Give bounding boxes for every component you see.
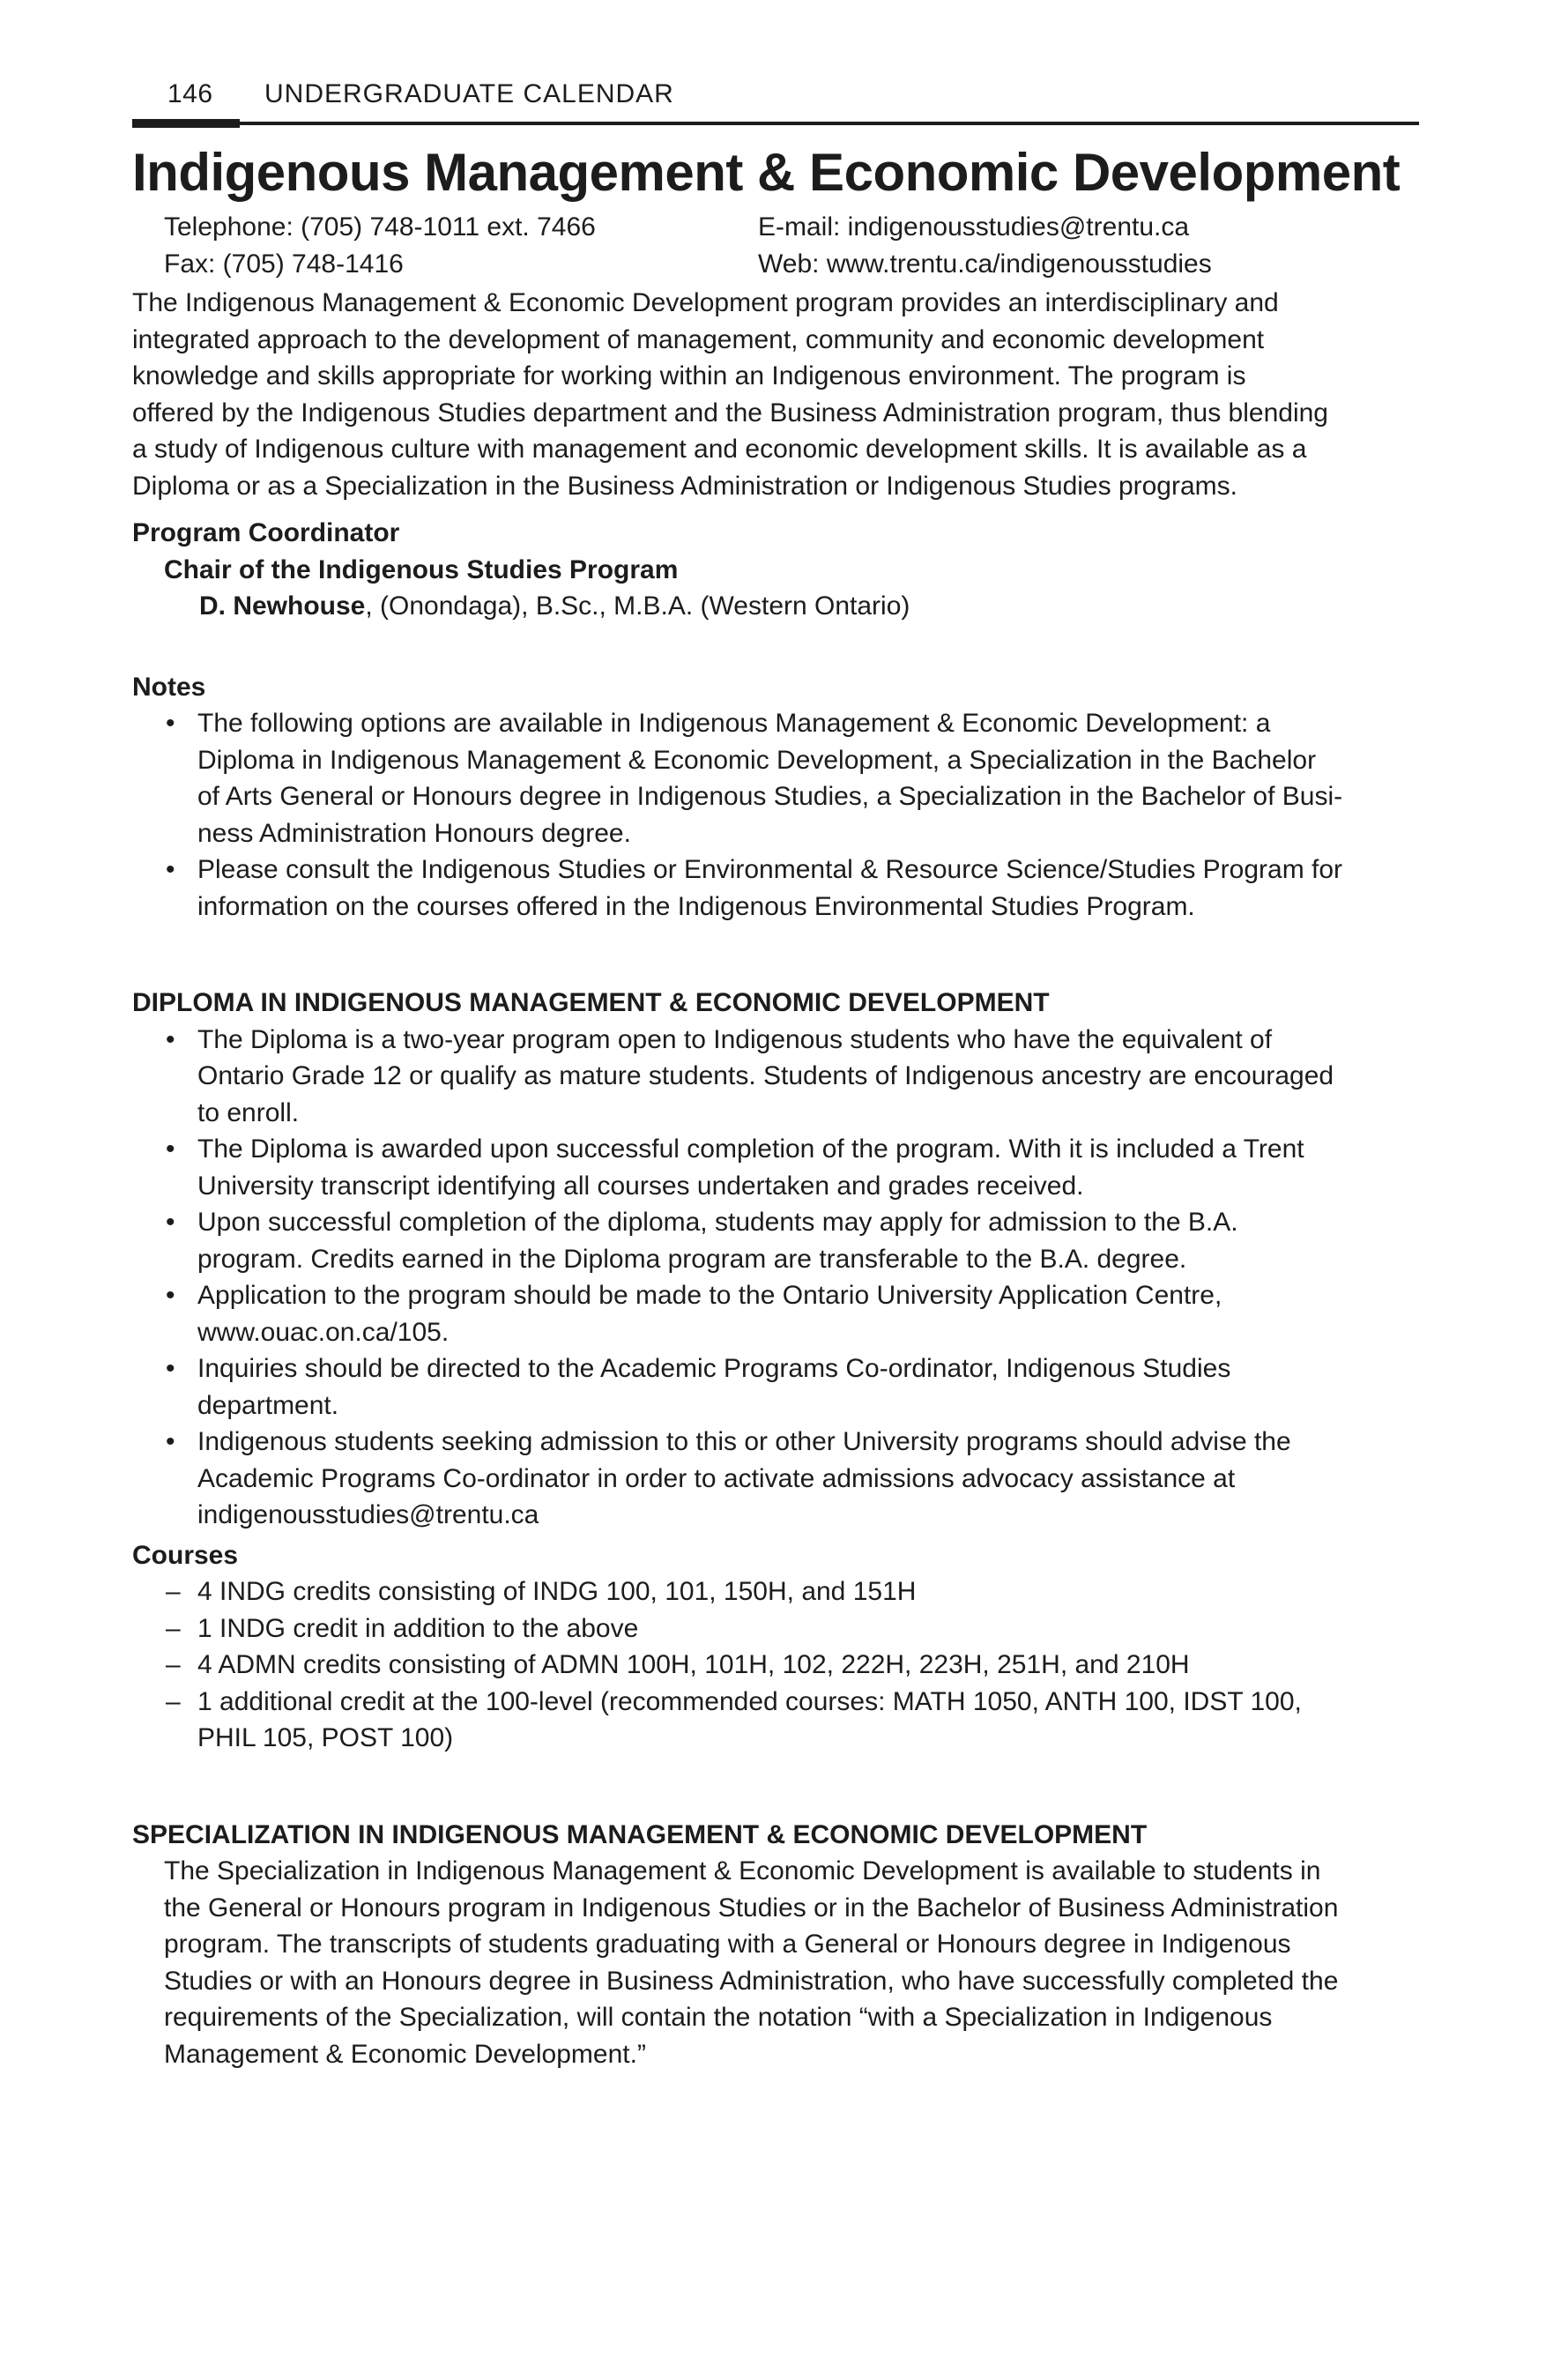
- notes-list: [132, 705, 1419, 925]
- coordinator-entry: [132, 588, 1419, 625]
- diploma-heading: DIPLOMA IN INDIGENOUS MANAGEMENT & ECONOMIC DEVELOPMENT: [132, 988, 1050, 1017]
- diploma-item: [132, 1022, 1419, 1132]
- item-line: Inquiries should be directed to the Academic Programs Co-ordinator, Indigenous Studies: [197, 1354, 1231, 1383]
- item-line: Ontario Grade 12 or qualify as mature students. Students of Indigenous ancestry are encouraged: [197, 1061, 1334, 1090]
- notes-section: [132, 669, 1419, 926]
- item-line: Diploma in Indigenous Management & Economic Development, a Specialization in the Bachelor: [197, 745, 1317, 775]
- bullet-marker: •: [166, 1354, 175, 1383]
- spec-line: Studies or with an Honours degree in Business Administration, who have successfully completed the: [164, 1966, 1339, 1996]
- diploma-item: [132, 1131, 1419, 1204]
- item-line: Application to the program should be made to the Ontario University Application Centre,: [197, 1281, 1222, 1310]
- contact-block: [132, 209, 1419, 285]
- diploma-item: [132, 1204, 1419, 1277]
- dash-marker: –: [166, 1650, 181, 1679]
- coordinator-block: [132, 515, 1419, 625]
- contact-phone-column: [164, 209, 596, 283]
- email-text: E-mail: indigenousstudies@trentu.ca: [758, 212, 1190, 242]
- page-title: Indigenous Management & Economic Development: [132, 143, 1401, 202]
- spec-line: the General or Honours program in Indigenous Studies or in the Bachelor of Business Administration: [164, 1893, 1339, 1923]
- item-line: to enroll.: [197, 1097, 300, 1127]
- diploma-item: [132, 1424, 1419, 1534]
- item-line: PHIL 105, POST 100): [197, 1723, 454, 1752]
- item-line: Please consult the Indigenous Studies or Environmental & Resource Science/Studies Program for: [197, 855, 1343, 884]
- web-text: Web: www.trentu.ca/indigenousstudies: [758, 249, 1212, 279]
- item-line: of Arts General or Honours degree in Indigenous Studies, a Specialization in the Bachelor of Busi-: [197, 782, 1343, 811]
- intro-line: The Indigenous Management & Economic Development program provides an interdisciplinary and: [132, 288, 1279, 317]
- item-line: 4 ADMN credits consisting of ADMN 100H, 101H, 102, 222H, 223H, 251H, and 210H: [197, 1650, 1190, 1679]
- intro-line: knowledge and skills appropriate for working within an Indigenous environment. The program is: [132, 361, 1246, 390]
- bullet-marker: •: [166, 1208, 175, 1237]
- telephone-text: Telephone: (705) 748-1011 ext. 7466: [164, 212, 596, 242]
- notes-item: [132, 705, 1419, 852]
- coordinator-credentials: , (Onondaga), B.Sc., M.B.A. (Western Ontario): [365, 591, 910, 621]
- bullet-marker: •: [166, 1427, 175, 1456]
- calendar-page: [132, 78, 1419, 2072]
- item-line: indigenousstudies@trentu.ca: [197, 1500, 539, 1529]
- header-rule: [132, 122, 1419, 125]
- item-line: ness Administration Honours degree.: [197, 818, 631, 848]
- header-rule-accent: [132, 119, 240, 128]
- diploma-list: [132, 1022, 1419, 1534]
- item-line: 1 additional credit at the 100-level (recommended courses: MATH 1050, ANTH 100, IDST 100,: [197, 1686, 1302, 1716]
- spec-line: Management & Economic Development.”: [164, 2039, 646, 2069]
- notes-item: [132, 852, 1419, 925]
- dash-marker: –: [166, 1686, 181, 1716]
- spec-line: The Specialization in Indigenous Management & Economic Development is available to students in: [164, 1856, 1321, 1885]
- item-line: Academic Programs Co-ordinator in order to activate admissions advocacy assistance at: [197, 1463, 1236, 1493]
- bullet-marker: •: [166, 1024, 175, 1054]
- item-line: information on the courses offered in the Indigenous Environmental Studies Program.: [197, 891, 1195, 921]
- bullet-marker: •: [166, 1281, 175, 1310]
- fax-text: Fax: (705) 748-1416: [164, 249, 404, 279]
- item-line: program. Credits earned in the Diploma program are transferable to the B.A. degree.: [197, 1244, 1187, 1274]
- item-line: 4 INDG credits consisting of INDG 100, 101, 150H, and 151H: [197, 1577, 917, 1606]
- bullet-marker: •: [166, 1134, 175, 1164]
- spec-line: requirements of the Specialization, will contain the notation “with a Specialization in Indigenous: [164, 2003, 1273, 2032]
- intro-line: integrated approach to the development of management, community and economic development: [132, 324, 1265, 354]
- courses-heading: Courses: [132, 1540, 239, 1570]
- coordinator-heading: Program Coordinator: [132, 518, 400, 547]
- running-title: UNDERGRADUATE CALENDAR: [264, 79, 674, 108]
- item-line: department.: [197, 1390, 339, 1420]
- spec-line: program. The transcripts of students graduating with a General or Honours degree in Indigenous: [164, 1930, 1291, 1959]
- intro-line: offered by the Indigenous Studies department and the Business Administration program, thus blending: [132, 398, 1328, 428]
- course-item: [132, 1573, 1419, 1610]
- dash-marker: –: [166, 1577, 181, 1606]
- specialization-heading: SPECIALIZATION IN INDIGENOUS MANAGEMENT & ECONOMIC DEVELOPMENT: [132, 1819, 1148, 1849]
- intro-paragraph: [132, 285, 1419, 504]
- specialization-paragraph: [132, 1853, 1419, 2072]
- diploma-item: [132, 1277, 1419, 1350]
- page-number: 146: [167, 79, 213, 108]
- diploma-item: [132, 1350, 1419, 1424]
- bullet-marker: •: [166, 709, 175, 738]
- notes-heading: Notes: [132, 672, 206, 702]
- courses-list: [132, 1573, 1419, 1757]
- dash-marker: –: [166, 1613, 181, 1643]
- coordinator-role: Chair of the Indigenous Studies Program: [164, 554, 679, 584]
- course-item: [132, 1610, 1419, 1647]
- item-line: The Diploma is a two-year program open to Indigenous students who have the equivalent of: [197, 1024, 1273, 1054]
- contact-web-column: [758, 209, 1212, 283]
- item-line: Indigenous students seeking admission to this or other University programs should advise the: [197, 1427, 1291, 1456]
- intro-line: Diploma or as a Specialization in the Business Administration or Indigenous Studies programs.: [132, 471, 1237, 501]
- item-line: The following options are available in Indigenous Management & Economic Development: a: [197, 709, 1271, 738]
- item-line: Upon successful completion of the diploma, students may apply for admission to the B.A.: [197, 1208, 1238, 1237]
- item-line: www.ouac.on.ca/105.: [197, 1317, 450, 1347]
- course-item: [132, 1684, 1419, 1757]
- item-line: The Diploma is awarded upon successful completion of the program. With it is included a Trent: [197, 1134, 1304, 1164]
- course-item: [132, 1647, 1419, 1684]
- coordinator-name: D. Newhouse: [199, 591, 366, 621]
- item-line: University transcript identifying all courses undertaken and grades received.: [197, 1171, 1084, 1201]
- running-header: [132, 78, 1419, 122]
- bullet-marker: •: [166, 855, 175, 884]
- item-line: 1 INDG credit in addition to the above: [197, 1613, 639, 1643]
- intro-line: a study of Indigenous culture with management and economic development skills. It is available as a: [132, 435, 1307, 464]
